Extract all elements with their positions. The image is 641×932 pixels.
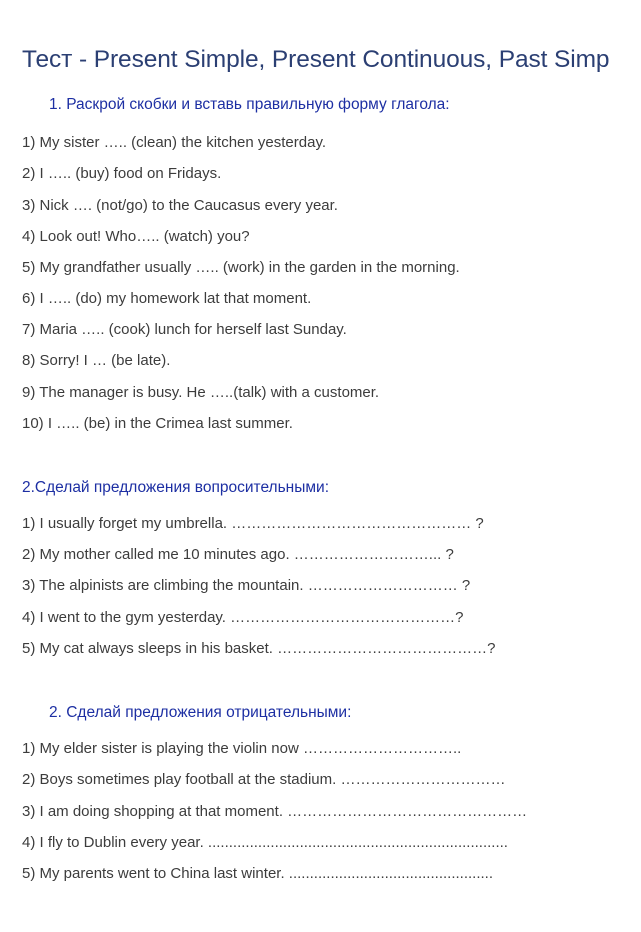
section-1-item: 4) Look out! Who….. (watch) you? <box>22 228 250 245</box>
section-2-item: 2) My mother called me 10 minutes ago. ………………………... ? <box>22 546 454 563</box>
section-1-item: 10) I ….. (be) in the Crimea last summer. <box>22 415 293 432</box>
section-2-heading: 2.Сделай предложения вопросительными: <box>22 479 330 496</box>
section-3-item: 1) My elder sister is playing the violin now ………………………….. <box>22 740 462 757</box>
section-1-item: 1) My sister ….. (clean) the kitchen yesterday. <box>22 134 326 151</box>
section-2-item: 1) I usually forget my umbrella. ………………………………………… ? <box>22 515 484 532</box>
section-3-item: 4) I fly to Dublin every year. ........................................................................ <box>22 834 508 851</box>
section-1-item: 7) Maria ….. (cook) lunch for herself last Sunday. <box>22 321 347 338</box>
section-2-item: 4) I went to the gym yesterday. ………………………………………? <box>22 609 464 626</box>
section-1-item: 8) Sorry! I … (be late). <box>22 352 171 369</box>
section-1-item: 3) Nick …. (not/go) to the Caucasus every year. <box>22 197 338 214</box>
section-3-heading: 2. Сделай предложения отрицательными: <box>49 704 352 721</box>
section-1-item: 5) My grandfather usually ….. (work) in the garden in the morning. <box>22 259 460 276</box>
section-3-item: 2) Boys sometimes play football at the stadium. …………………………… <box>22 771 506 788</box>
section-2-item: 5) My cat always sleeps in his basket. ……………………………………? <box>22 640 496 657</box>
section-2-item: 3) The alpinists are climbing the mountain. ………………………… ? <box>22 577 471 594</box>
section-1-item: 6) I ….. (do) my homework lat that moment. <box>22 290 312 307</box>
section-3-item: 3) I am doing shopping at that moment. ………………………………………… <box>22 803 528 820</box>
section-1-item: 2) I ….. (buy) food on Fridays. <box>22 165 222 182</box>
section-3-item: 5) My parents went to China last winter. ................................................. <box>22 865 493 882</box>
section-1-item: 9) The manager is busy. He …..(talk) with a customer. <box>22 384 380 401</box>
section-1-heading: 1. Раскрой скобки и вставь правильную форму глагола: <box>49 96 450 113</box>
page-title: Тест - Present Simple, Present Continuous, Past Simp <box>22 46 610 73</box>
